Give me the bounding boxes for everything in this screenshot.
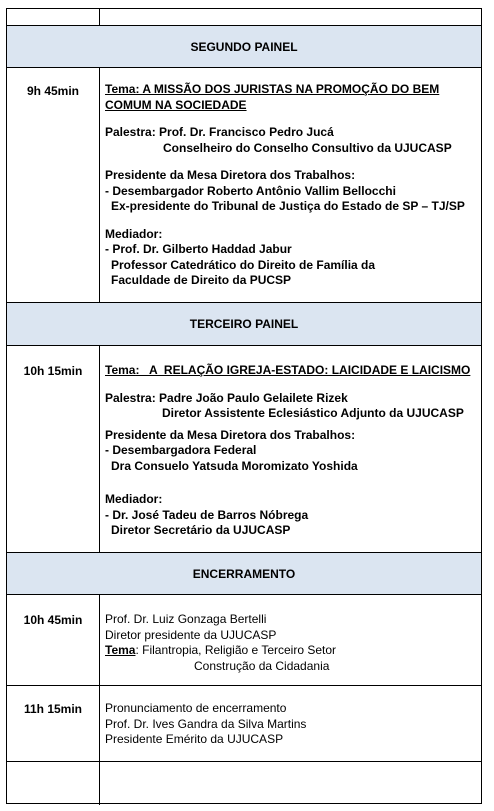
closing-text: Pronunciamento de encerramento <box>105 701 287 715</box>
session-time: 9h 45min <box>26 84 80 98</box>
session-time: 10h 45min <box>23 613 83 627</box>
session-details <box>105 701 475 748</box>
column-divider <box>99 595 100 805</box>
tema-label: Tema <box>105 363 136 377</box>
session-details <box>105 363 475 539</box>
mediador-name: - Prof. Dr. Gilberto Haddad Jabur <box>105 242 292 256</box>
tema-text-line2: Construção da Cidadania <box>194 658 330 673</box>
tema-text: : A RELAÇÃO IGREJA-ESTADO: LAICIDADE E LAICISMO <box>135 363 471 377</box>
mediador-name: - Dr. José Tadeu de Barros Nóbrega <box>105 507 309 522</box>
schedule-table <box>6 8 482 804</box>
session-details <box>105 82 475 289</box>
speaker-name: Prof. Dr. Luiz Gonzaga Bertelli <box>105 612 267 626</box>
speaker-name: Prof. Dr. Ives Gandra da Silva Martins <box>105 716 307 731</box>
mediador-title: Mediador: <box>105 226 163 241</box>
palestra-line: Palestra: Padre João Paulo Gelailete Rizek <box>105 390 348 405</box>
speaker-role: Presidente Emérito da UJUCASP <box>105 732 284 746</box>
column-divider <box>99 9 100 25</box>
section-header-encerramento <box>7 552 481 595</box>
row-divider <box>7 685 481 686</box>
section-header-segundo-painel <box>7 25 481 68</box>
mediador-role-line2: Faculdade de Direito da PUCSP <box>111 273 292 287</box>
mediador-title: Mediador: <box>105 492 163 506</box>
presidente-title: Presidente da Mesa Diretora dos Trabalhos: <box>105 427 356 442</box>
session-details <box>105 612 475 674</box>
section-title: TERCEIRO PAINEL <box>189 317 299 331</box>
session-time: 11h 15min <box>23 702 83 716</box>
session-time: 10h 15min <box>23 364 83 378</box>
tema-label: Tema <box>105 643 136 657</box>
palestra-role: Conselheiro do Conselho Consultivo da UJUCASP <box>163 140 452 155</box>
tema-text: : A MISSÃO DOS JURISTAS NA PROMOÇÃO DO BEM COMUM NA SOCIEDADE <box>105 82 440 112</box>
section-title: SEGUNDO PAINEL <box>190 39 298 54</box>
presidente-title: Presidente da Mesa Diretora dos Trabalhos: <box>105 168 356 182</box>
presidente-role: Ex-presidente do Tribunal de Justiça do Estado de SP – TJ/SP <box>111 199 465 213</box>
column-divider <box>99 68 100 302</box>
section-title: ENCERRAMENTO <box>192 566 296 581</box>
section-header-terceiro-painel <box>7 302 481 346</box>
palestra-line: Palestra: Prof. Dr. Francisco Pedro Jucá <box>105 125 334 139</box>
mediador-role: Professor Catedrático do Direito de Família da <box>111 257 376 272</box>
mediador-role: Diretor Secretário da UJUCASP <box>111 523 291 537</box>
row-divider <box>7 761 481 762</box>
palestra-role: Diretor Assistente Eclesiástico Adjunto da UJUCASP <box>162 406 464 420</box>
tema-text: : Filantropia, Religião e Terceiro Setor <box>135 643 337 657</box>
tema-label: Tema <box>105 82 136 96</box>
presidente-name: - Desembargador Roberto Antônio Vallim Bellocchi <box>105 183 396 198</box>
presidente-role: Dra Consuelo Yatsuda Moromizato Yoshida <box>111 458 358 473</box>
column-divider <box>99 346 100 552</box>
speaker-role: Diretor presidente da UJUCASP <box>105 627 277 642</box>
presidente-name: - Desembargadora Federal <box>105 443 257 457</box>
